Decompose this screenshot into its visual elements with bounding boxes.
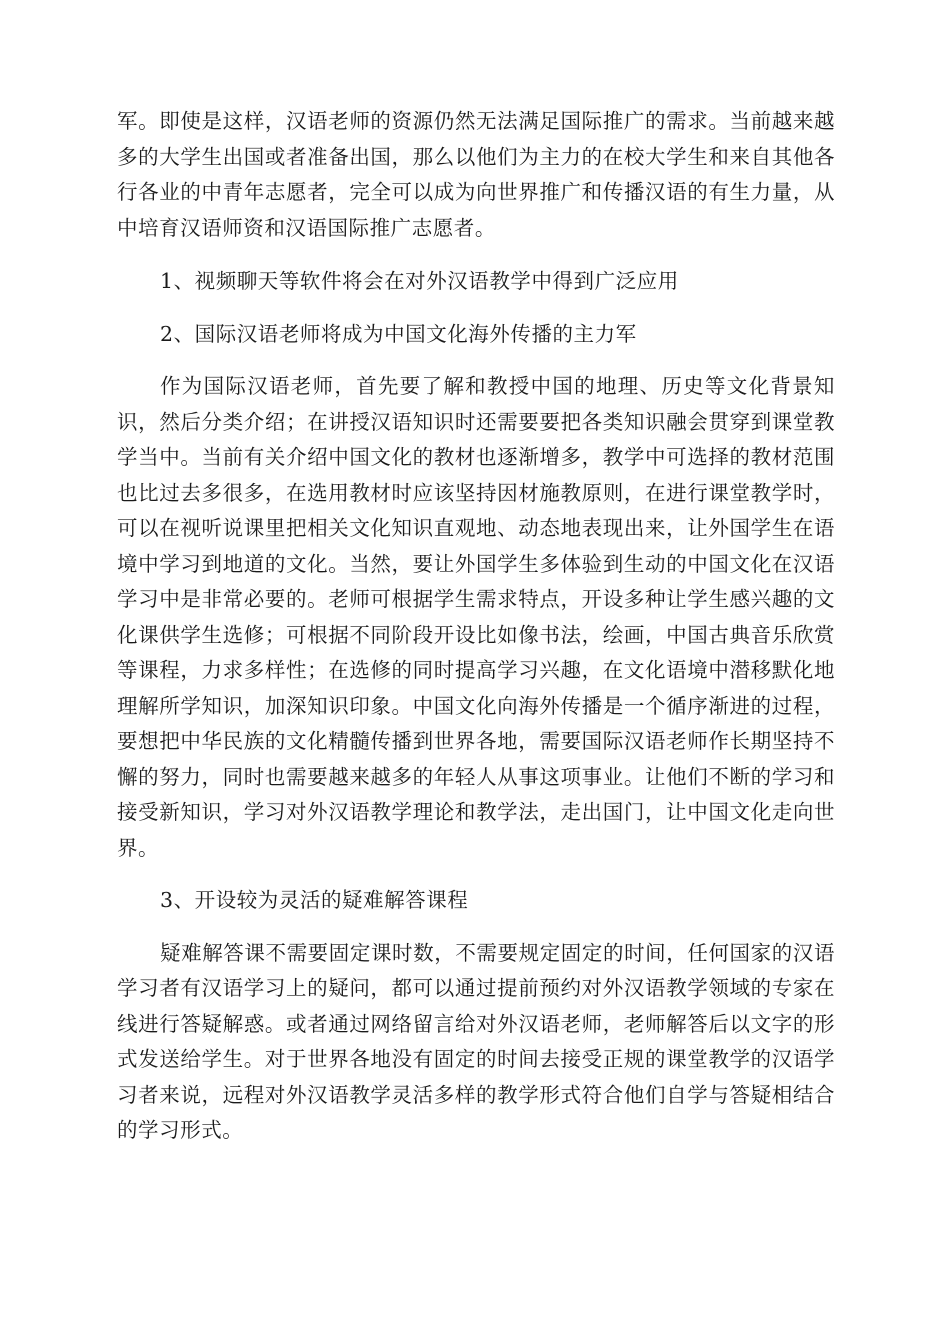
section-heading-2: 2、国际汉语老师将成为中国文化海外传播的主力军 (160, 321, 637, 346)
document-body (117, 104, 835, 1149)
section-heading-1: 1、视频聊天等软件将会在对外汉语教学中得到广泛应用 (160, 269, 679, 293)
paragraph-teachers-culture: 作为国际汉语老师，首先要了解和教授中国的地理、历史等文化背景知识，然后分类介绍；在讲授汉语知识时还需要要把各类知识融会贯穿到课堂教学当中。当前有关介绍中国文化的教材也逐渐增多，教学中可选择的教材范围也比过去多很多，在选用教材时应该坚持因材施教原则，在进行课堂教学时，可以在视听说课里把相关文化知识直观地、动态地表现出来，让外国学生在语境中学习到地道的文化。当然，要让外国学生多体验到生动的中国文化在汉语学习中是非常必要的。老师可根据学生需求特点，开设多种让学生感兴趣的文化课供学生选修；可根据不同阶段开设比如像书法，绘画，中国古典音乐欣赏等课程，力求多样性；在选修的同时提高学习兴趣，在文化语境中潜移默化地理解所学知识，加深知识印象。中国文化向海外传播是一个循序渐进的过程，要想把中华民族的文化精髓传播到世界各地，需要国际汉语老师作长期坚持不懈的努力，同时也需要越来越多的年轻人从事这项事业。让他们不断的学习和接受新知识，学习对外汉语教学理论和教学法，走出国门，让中国文化走向世界。 (117, 374, 835, 860)
section-heading-3: 3、开设较为灵活的疑难解答课程 (160, 888, 469, 912)
paragraph-qa-course: 疑难解答课不需要固定课时数，不需要规定固定的时间，任何国家的汉语学习者有汉语学习上的疑问，都可以通过提前预约对外汉语教学领域的专家在线进行答疑解惑。或者通过网络留言给对外汉语老师，老师解答后以文字的形式发送给学生。对于世界各地没有固定的时间去接受正规的课堂教学的汉语学习者来说，远程对外汉语教学灵活多样的教学形式符合他们自学与答疑相结合的学习形式。 (117, 940, 835, 1142)
paragraph-continuation: 军。即使是这样，汉语老师的资源仍然无法满足国际推广的需求。当前越来越多的大学生出国或者准备出国，那么以他们为主力的在校大学生和来自其他各行各业的中青年志愿者，完全可以成为向世界推广和传播汉语的有生力量，从中培育汉语师资和汉语国际推广志愿者。 (117, 109, 835, 240)
